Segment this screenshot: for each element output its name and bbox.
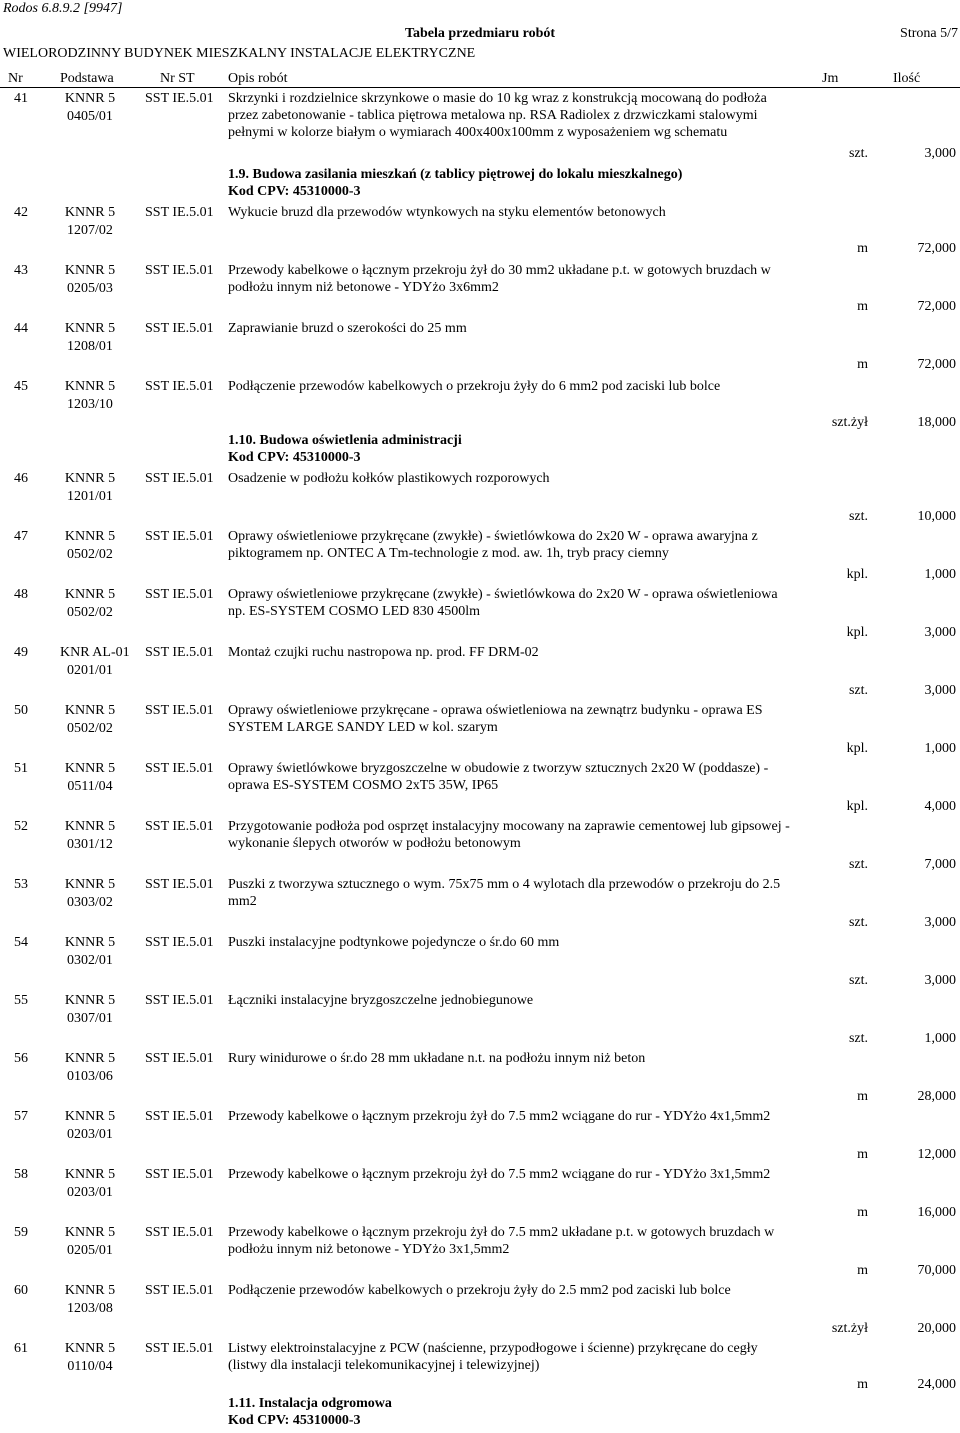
basis-catalog: KNNR 5 (64, 91, 116, 106)
basis-item: 0205/03 (67, 281, 113, 296)
section-cpv-code: Kod CPV: 45310000-3 (228, 1413, 361, 1428)
unit-of-measure: kpl. (846, 625, 868, 640)
basis-item: 1207/02 (67, 223, 113, 238)
unit-of-measure: m (857, 1147, 868, 1162)
project-title: WIELORODZINNY BUDYNEK MIESZKALNY INSTALACJE ELEKTRYCZNE (3, 46, 476, 61)
basis-item: 0103/06 (67, 1069, 113, 1084)
basis-catalog: KNNR 5 (64, 321, 116, 336)
st-code: SST IE.5.01 (145, 1341, 214, 1356)
st-code: SST IE.5.01 (145, 1167, 214, 1182)
quantity: 16,000 (917, 1205, 956, 1220)
row-number: 60 (14, 1283, 28, 1298)
program-version: Rodos 6.8.9.2 [9947] (3, 1, 123, 16)
basis-catalog: KNNR 5 (64, 587, 116, 602)
work-description: Łączniki instalacyjne bryzgoszczelne jednobiegunowe (228, 993, 534, 1008)
document-title: Tabela przedmiaru robót (404, 26, 556, 41)
quantity: 3,000 (924, 973, 956, 988)
quantity: 3,000 (924, 683, 956, 698)
st-code: SST IE.5.01 (145, 819, 214, 834)
unit-of-measure: szt.żył (831, 415, 868, 430)
st-code: SST IE.5.01 (145, 645, 214, 660)
quantity: 1,000 (924, 567, 956, 582)
work-description: Rury winidurowe o śr.do 28 mm układane n.t. na podłożu innym niż beton (228, 1051, 646, 1066)
unit-of-measure: m (857, 357, 868, 372)
column-header-opis: Opis robót (228, 71, 288, 86)
st-code: SST IE.5.01 (145, 1109, 214, 1124)
column-header-podstawa: Podstawa (60, 71, 114, 86)
basis-catalog: KNNR 5 (64, 263, 116, 278)
basis-catalog: KNNR 5 (64, 1109, 116, 1124)
section-title: 1.10. Budowa oświetlenia administracji (228, 433, 462, 448)
st-code: SST IE.5.01 (145, 703, 214, 718)
work-description: Osadzenie w podłożu kołków plastikowych rozporowych (228, 471, 550, 486)
section-cpv-code: Kod CPV: 45310000-3 (228, 184, 361, 199)
work-description: Podłączenie przewodów kabelkowych o przekroju żyły do 6 mm2 pod zaciski lub bolce (228, 379, 721, 394)
st-code: SST IE.5.01 (145, 877, 214, 892)
basis-item: 0307/01 (67, 1011, 113, 1026)
unit-of-measure: kpl. (846, 799, 868, 814)
section-cpv-code: Kod CPV: 45310000-3 (228, 450, 361, 465)
unit-of-measure: szt. (848, 1031, 868, 1046)
st-code: SST IE.5.01 (145, 993, 214, 1008)
basis-catalog: KNNR 5 (64, 1225, 116, 1240)
unit-of-measure: m (857, 241, 868, 256)
basis-item: 0502/02 (67, 605, 113, 620)
st-code: SST IE.5.01 (145, 321, 214, 336)
quantity: 3,000 (924, 915, 956, 930)
basis-item: 0203/01 (67, 1185, 113, 1200)
st-code: SST IE.5.01 (145, 1225, 214, 1240)
st-code: SST IE.5.01 (145, 935, 214, 950)
basis-catalog: KNNR 5 (64, 761, 116, 776)
row-number: 46 (14, 471, 28, 486)
quantity: 70,000 (917, 1263, 956, 1278)
row-number: 45 (14, 379, 28, 394)
row-number: 50 (14, 703, 28, 718)
basis-catalog: KNNR 5 (64, 819, 116, 834)
unit-of-measure: m (857, 1205, 868, 1220)
row-number: 51 (14, 761, 28, 776)
st-code: SST IE.5.01 (145, 529, 214, 544)
st-code: SST IE.5.01 (145, 379, 214, 394)
basis-item: 0303/02 (67, 895, 113, 910)
unit-of-measure: m (857, 299, 868, 314)
basis-catalog: KNNR 5 (64, 471, 116, 486)
basis-catalog: KNNR 5 (64, 877, 116, 892)
quantity: 3,000 (924, 146, 956, 161)
work-description: Przewody kabelkowe o łącznym przekroju żył do 30 mm2 układane p.t. w gotowych bruzdach w podłożu innym niż betonowe - YDYżo 3x6mm2 (228, 263, 771, 295)
row-number: 57 (14, 1109, 28, 1124)
row-number: 48 (14, 587, 28, 602)
basis-item: 0201/01 (67, 663, 113, 678)
row-number: 55 (14, 993, 28, 1008)
work-description: Wykucie bruzd dla przewodów wtynkowych na styku elementów betonowych (228, 205, 666, 220)
unit-of-measure: szt. (848, 146, 868, 161)
work-description: Podłączenie przewodów kabelkowych o przekroju żyły do 2.5 mm2 pod zaciski lub bolce (228, 1283, 731, 1298)
quantity: 7,000 (924, 857, 956, 872)
unit-of-measure: m (857, 1377, 868, 1392)
unit-of-measure: szt. (848, 509, 868, 524)
quantity: 72,000 (917, 241, 956, 256)
work-description: Oprawy świetlówkowe bryzgoszczelne w obudowie z tworzyw sztucznych 2x20 W (poddasze) - oprawa ES-SYSTEM COSMO 2xT5 35W, IP65 (228, 761, 769, 793)
column-header-nr-st: Nr ST (160, 71, 195, 86)
column-header-ilosc: Ilość (893, 71, 921, 86)
basis-item: 1203/10 (67, 397, 113, 412)
row-number: 56 (14, 1051, 28, 1066)
quantity: 18,000 (917, 415, 956, 430)
row-number: 41 (14, 91, 28, 106)
basis-catalog: KNNR 5 (64, 1283, 116, 1298)
unit-of-measure: szt.żył (831, 1321, 868, 1336)
section-title: 1.9. Budowa zasilania mieszkań (z tablicy piętrowej do lokalu mieszkalnego) (228, 167, 683, 182)
work-description: Oprawy oświetleniowe przykręcane (zwykłe) - świetlówkowa do 2x20 W - oprawa oświetleniowa np. ES-SYSTEM COSMO LED 830 4500lm (228, 587, 778, 619)
work-description: Puszki instalacyjne podtynkowe pojedyncze o śr.do 60 mm (228, 935, 560, 950)
basis-catalog: KNNR 5 (64, 993, 116, 1008)
st-code: SST IE.5.01 (145, 587, 214, 602)
st-code: SST IE.5.01 (145, 205, 214, 220)
quantity: 72,000 (917, 299, 956, 314)
basis-item: 0502/02 (67, 721, 113, 736)
st-code: SST IE.5.01 (145, 1283, 214, 1298)
basis-catalog: KNNR 5 (64, 379, 116, 394)
quantity: 28,000 (917, 1089, 956, 1104)
st-code: SST IE.5.01 (145, 471, 214, 486)
page-number: Strona 5/7 (900, 26, 958, 41)
work-description: Przewody kabelkowe o łącznym przekroju żył do 7.5 mm2 układane p.t. w gotowych bruzdach w podłożu innym niż betonowe - YDYżo 3x1,5mm2 (228, 1225, 775, 1257)
st-code: SST IE.5.01 (145, 263, 214, 278)
work-description: Puszki z tworzywa sztucznego o wym. 75x75 mm o 4 wylotach dla przewodów o przekroju do 2.5 mm2 (228, 877, 781, 909)
row-number: 54 (14, 935, 28, 950)
basis-catalog: KNNR 5 (64, 529, 116, 544)
work-description: Oprawy oświetleniowe przykręcane - oprawa oświetleniowa na zewnątrz budynku - oprawa ES SYSTEM LARGE SANDY LED w kol. szarym (228, 703, 763, 735)
work-description: Przewody kabelkowe o łącznym przekroju żył do 7.5 mm2 wciągane do rur - YDYżo 4x1,5mm2 (228, 1109, 771, 1124)
basis-item: 0302/01 (67, 953, 113, 968)
quantity: 24,000 (917, 1377, 956, 1392)
quantity: 12,000 (917, 1147, 956, 1162)
row-number: 43 (14, 263, 28, 278)
basis-catalog: KNNR 5 (64, 205, 116, 220)
header-rule (0, 87, 960, 88)
work-description: Skrzynki i rozdzielnice skrzynkowe o masie do 10 kg wraz z konstrukcją mocowaną do podłoża przez zabetonowanie - tablica piętrowa metalowa np. RSA Radiolex z drzwiczkami stalowymi pełnymi w kolorze białym o wymiarach 400x400x100mm z wyposażeniem wg schematu (228, 91, 767, 140)
row-number: 53 (14, 877, 28, 892)
basis-item: 0205/01 (67, 1243, 113, 1258)
basis-catalog: KNNR 5 (64, 1341, 116, 1356)
column-header-jm: Jm (822, 71, 839, 86)
quantity: 10,000 (917, 509, 956, 524)
basis-item: 0405/01 (67, 109, 113, 124)
row-number: 47 (14, 529, 28, 544)
basis-item: 1203/08 (67, 1301, 113, 1316)
quantity: 4,000 (924, 799, 956, 814)
work-description: Zaprawianie bruzd o szerokości do 25 mm (228, 321, 467, 336)
unit-of-measure: m (857, 1089, 868, 1104)
quantity: 3,000 (924, 625, 956, 640)
unit-of-measure: szt. (848, 857, 868, 872)
basis-item: 0203/01 (67, 1127, 113, 1142)
unit-of-measure: kpl. (846, 741, 868, 756)
st-code: SST IE.5.01 (145, 91, 214, 106)
basis-catalog: KNNR 5 (64, 1051, 116, 1066)
basis-item: 0511/04 (67, 779, 113, 794)
row-number: 42 (14, 205, 28, 220)
section-title: 1.11. Instalacja odgromowa (228, 1396, 392, 1411)
unit-of-measure: szt. (848, 973, 868, 988)
basis-item: 0110/04 (67, 1359, 113, 1374)
basis-catalog: KNNR 5 (64, 703, 116, 718)
work-description: Oprawy oświetleniowe przykręcane (zwykłe) - świetlówkowa do 2x20 W - oprawa awaryjna z piktogramem np. ONTEC A Tm-technologie z mod. aw. 1h, tryb pracy ciemny (228, 529, 758, 561)
basis-item: 1201/01 (67, 489, 113, 504)
basis-item: 1208/01 (67, 339, 113, 354)
work-description: Przewody kabelkowe o łącznym przekroju żył do 7.5 mm2 wciągane do rur - YDYżo 3x1,5mm2 (228, 1167, 771, 1182)
quantity: 20,000 (917, 1321, 956, 1336)
row-number: 44 (14, 321, 28, 336)
work-description: Przygotowanie podłoża pod osprzęt instalacyjny mocowany na zaprawie cementowej lub gipsowej - wykonanie ślepych otworów w podłożu betonowym (228, 819, 790, 851)
basis-catalog: KNR AL-01 (60, 645, 130, 660)
work-description: Listwy elektroinstalacyjne z PCW (naścienne, przypodłogowe i ścienne) przykręcane do cegły (listwy dla instalacji telekomunikacyjnej i telewizyjnej) (228, 1341, 758, 1373)
unit-of-measure: szt. (848, 683, 868, 698)
unit-of-measure: kpl. (846, 567, 868, 582)
st-code: SST IE.5.01 (145, 1051, 214, 1066)
row-number: 59 (14, 1225, 28, 1240)
row-number: 52 (14, 819, 28, 834)
basis-catalog: KNNR 5 (64, 935, 116, 950)
st-code: SST IE.5.01 (145, 761, 214, 776)
row-number: 58 (14, 1167, 28, 1182)
unit-of-measure: m (857, 1263, 868, 1278)
quantity: 1,000 (924, 1031, 956, 1046)
column-header-nr: Nr (8, 71, 23, 86)
work-description: Montaż czujki ruchu nastropowa np. prod. FF DRM-02 (228, 645, 539, 660)
basis-catalog: KNNR 5 (64, 1167, 116, 1182)
unit-of-measure: szt. (848, 915, 868, 930)
quantity: 1,000 (924, 741, 956, 756)
quantity: 72,000 (917, 357, 956, 372)
basis-item: 0502/02 (67, 547, 113, 562)
row-number: 61 (14, 1341, 28, 1356)
row-number: 49 (14, 645, 28, 660)
basis-item: 0301/12 (67, 837, 113, 852)
